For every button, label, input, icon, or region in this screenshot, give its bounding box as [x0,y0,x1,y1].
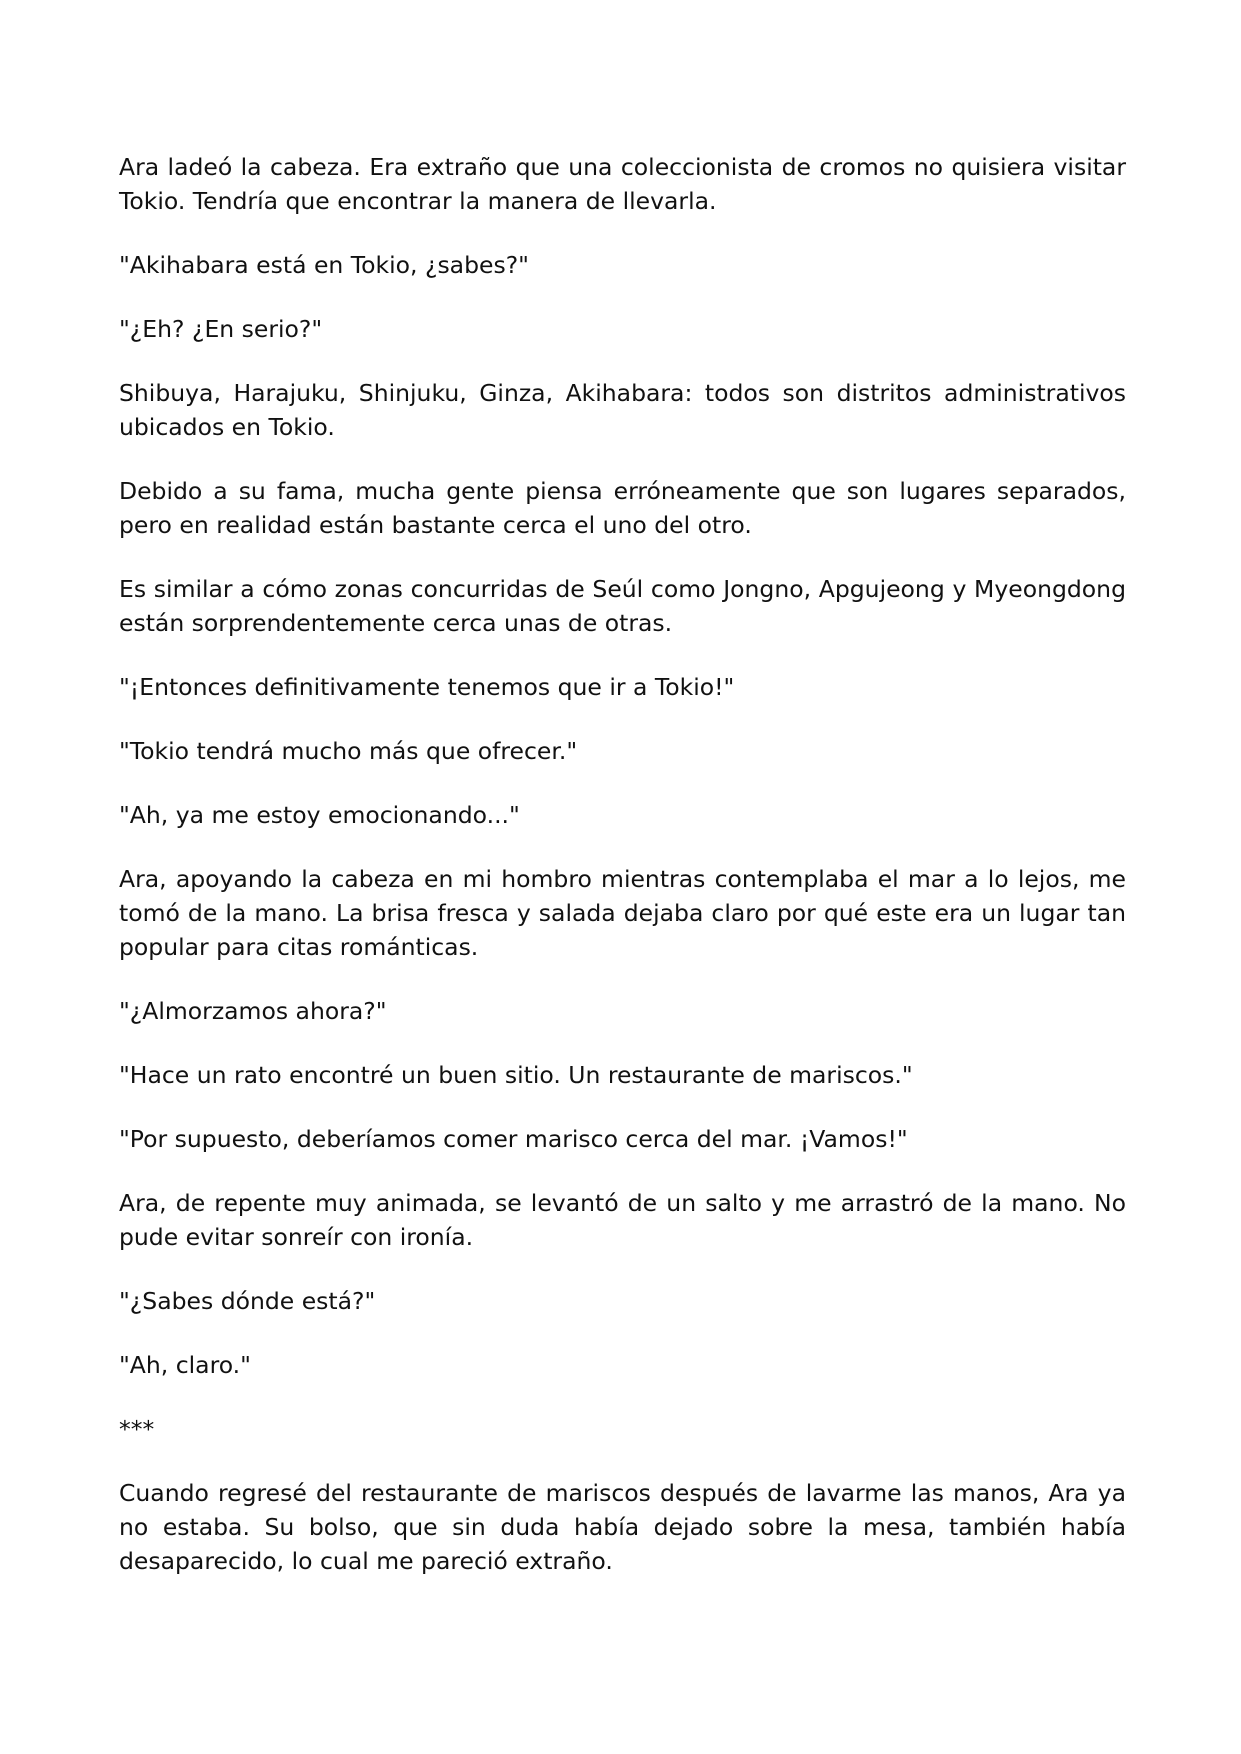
dialogue-line: "¿Eh? ¿En serio?" [119,315,323,343]
dialogue-line: "Tokio tendrá mucho más que ofrecer." [119,737,578,765]
paragraph: Ara, apoyando la cabeza en mi hombro mientras contemplaba el mar a lo lejos, me tomó de la mano. La brisa fresca y salada dejaba claro por qué este era un lugar tan popular para citas románticas. [119,865,1126,961]
dialogue-line: "¿Almorzamos ahora?" [119,997,387,1025]
paragraph: Cuando regresé del restaurante de mariscos después de lavarme las manos, Ara ya no estaba. Su bolso, que sin duda había dejado sobre la mesa, también había desaparecido, lo cual me pareció extraño. [119,1479,1126,1575]
paragraph: Debido a su fama, mucha gente piensa erróneamente que son lugares separados, pero en realidad están bastante cerca el uno del otro. [119,477,1126,539]
dialogue-line: "Ah, ya me estoy emocionando..." [119,801,520,829]
dialogue-line: "Akihabara está en Tokio, ¿sabes?" [119,251,529,279]
dialogue-line: "Ah, claro." [119,1351,251,1379]
dialogue-line: "¡Entonces definitivamente tenemos que ir a Tokio!" [119,673,735,701]
paragraph: Ara ladeó la cabeza. Era extraño que una coleccionista de cromos no quisiera visitar Tokio. Tendría que encontrar la manera de llevarla. [119,153,1126,215]
dialogue-line: "Por supuesto, deberíamos comer marisco cerca del mar. ¡Vamos!" [119,1125,908,1153]
document-body [119,150,1126,1578]
paragraph: Shibuya, Harajuku, Shinjuku, Ginza, Akihabara: todos son distritos administrativos ubicados en Tokio. [119,379,1126,441]
paragraph: Ara, de repente muy animada, se levantó de un salto y me arrastró de la mano. No pude evitar sonreír con ironía. [119,1189,1126,1251]
scene-break: *** [119,1415,155,1443]
dialogue-line: "¿Sabes dónde está?" [119,1287,376,1315]
paragraph: Es similar a cómo zonas concurridas de Seúl como Jongno, Apgujeong y Myeongdong están sorprendentemente cerca unas de otras. [119,575,1126,637]
dialogue-line: "Hace un rato encontré un buen sitio. Un restaurante de mariscos." [119,1061,913,1089]
